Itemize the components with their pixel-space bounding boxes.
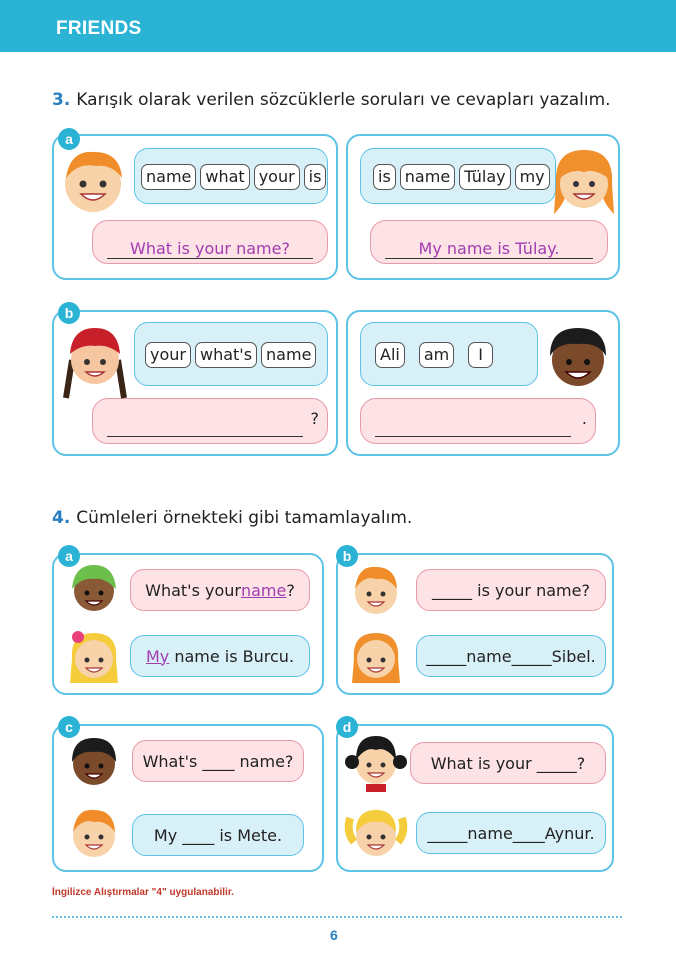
- word-bank: [134, 322, 328, 386]
- word-tile: what's: [195, 342, 257, 368]
- word-tile: your: [254, 164, 300, 190]
- exercise-3-text: Karışık olarak verilen sözcüklerle soruları ve cevapları yazalım.: [76, 90, 611, 110]
- ex3-panel-b-right: [346, 310, 620, 456]
- boy-orange-hair-icon: [64, 802, 124, 862]
- word-tile: name: [141, 164, 196, 190]
- ex4-panel-a: [52, 553, 324, 695]
- answer-text: _____name_____Sibel.: [426, 646, 596, 666]
- item-letter-b: b: [336, 545, 358, 567]
- exercise-4-number: 4.: [52, 508, 71, 528]
- answer-text: My ____ is Mete.: [153, 825, 283, 845]
- boy-orange-hair-icon: [56, 142, 130, 218]
- word-bank: [360, 322, 538, 386]
- boy-dark-curly-hair-icon: [542, 322, 614, 394]
- question-bubble[interactable]: [410, 742, 606, 784]
- question-bubble: [130, 569, 310, 611]
- word-tile: Tülay: [459, 164, 510, 190]
- ex3-panel-b-left: [52, 310, 338, 456]
- item-letter-a: a: [58, 128, 80, 150]
- word-tile: name: [400, 164, 455, 190]
- filled-word: My: [145, 646, 170, 666]
- word-tile: is: [304, 164, 327, 190]
- girl-red-hat-braids-icon: [60, 320, 130, 402]
- answer-box: [360, 398, 596, 444]
- exercise-3-instruction: [52, 90, 611, 110]
- word-tile: is: [373, 164, 396, 190]
- item-letter-d: d: [336, 716, 358, 738]
- answer-bubble: [130, 635, 310, 677]
- word-tile: my: [515, 164, 550, 190]
- answer-bubble[interactable]: [132, 814, 304, 856]
- word-tile: am: [419, 342, 454, 368]
- question-bubble[interactable]: [132, 740, 304, 782]
- exercise-4-instruction: [52, 508, 412, 528]
- item-letter-b: b: [58, 302, 80, 324]
- word-tile: name: [261, 342, 316, 368]
- footer-divider: [52, 916, 622, 918]
- exercise-3-number: 3.: [52, 90, 71, 110]
- ex3-panel-a-right: [346, 134, 620, 280]
- boy-dark-hair-icon: [64, 732, 124, 792]
- answer-box: [92, 220, 328, 264]
- answer-bubble[interactable]: [416, 812, 606, 854]
- exercise-4-text: Cümleleri örnekteki gibi tamamlayalım.: [76, 508, 413, 528]
- girl-black-hair-bows-icon: [344, 730, 408, 794]
- question-mark: ?: [310, 409, 319, 428]
- period-mark: .: [581, 409, 587, 428]
- girl-blonde-pigtails-icon: [344, 802, 408, 864]
- answer-box: [370, 220, 608, 264]
- question-text: _____ is your name?: [432, 580, 590, 600]
- question-text-end: ?: [286, 580, 295, 600]
- girl-orange-hair-icon: [548, 144, 620, 220]
- ex4-panel-b: [336, 553, 614, 695]
- word-tile: your: [145, 342, 191, 368]
- header-bar: [0, 0, 676, 52]
- item-letter-c: c: [58, 716, 80, 738]
- ex4-panel-d: [336, 724, 614, 872]
- answer-text: name is Burcu.: [169, 646, 295, 666]
- ex3-panel-a-left: [52, 134, 338, 280]
- item-letter-a: a: [58, 545, 80, 567]
- page-number: 6: [330, 927, 338, 943]
- unit-title: FRIENDS: [56, 18, 142, 39]
- answer-line[interactable]: [107, 417, 303, 437]
- girl-orange-hair-icon: [346, 627, 406, 689]
- question-text-start: What's your: [145, 580, 241, 600]
- question-text: What is your _____?: [430, 753, 586, 773]
- ex4-panel-c: [52, 724, 324, 872]
- word-tile: what: [200, 164, 249, 190]
- word-tile: I: [468, 342, 493, 368]
- girl-green-hat-icon: [64, 559, 124, 619]
- answer-line[interactable]: [375, 417, 571, 437]
- word-tile: Ali: [375, 342, 405, 368]
- boy-orange-hair-icon: [346, 559, 406, 619]
- footer-note: İngilizce Alıştırmalar "4" uygulanabilir.: [52, 887, 234, 898]
- word-bank: [134, 148, 328, 204]
- question-bubble[interactable]: [416, 569, 606, 611]
- answer-line[interactable]: My name is Tülay.: [385, 239, 593, 259]
- question-text: What's ____ name?: [142, 751, 294, 771]
- filled-word: name: [240, 580, 287, 600]
- answer-line[interactable]: What is your name?: [107, 239, 313, 259]
- answer-bubble[interactable]: [416, 635, 606, 677]
- answer-box: [92, 398, 328, 444]
- word-bank: [360, 148, 556, 204]
- answer-text: _____name____Aynur.: [427, 823, 595, 843]
- girl-blonde-bow-icon: [64, 627, 124, 689]
